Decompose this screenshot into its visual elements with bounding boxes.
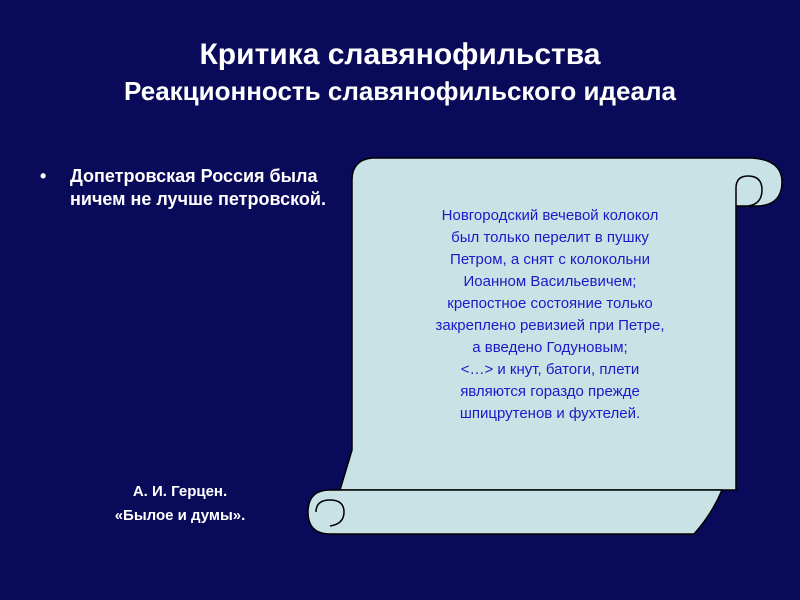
page-title: Критика славянофильства xyxy=(199,38,601,71)
quote-line: закреплено ревизией при Петре, xyxy=(435,317,665,334)
quote-line: а введено Годуновым; xyxy=(472,339,628,356)
scroll-top-curl xyxy=(736,176,762,206)
quote-line: Иоанном Васильевичем; xyxy=(463,273,637,290)
page-subtitle: Реакционность славянофильского идеала xyxy=(124,76,676,106)
bullet-icon: • xyxy=(40,166,47,186)
quote-line: Петром, а снят с колокольни xyxy=(450,251,650,268)
attribution-author: А. И. Герцен. xyxy=(132,483,228,500)
attribution-work: «Былое и думы». xyxy=(114,507,246,524)
quote-text xyxy=(380,205,720,425)
attribution xyxy=(70,480,290,528)
quote-line: <…> и кнут, батоги, плети xyxy=(460,361,640,378)
quote-line: шпицрутенов и фухтелей. xyxy=(459,405,641,422)
quote-line: являются гораздо прежде xyxy=(460,383,640,400)
bullet-text: Допетровская Россия была ничем не лучше петровской. xyxy=(70,166,326,209)
quote-line: Новгородский вечевой колокол xyxy=(441,207,659,224)
quote-line: был только перелит в пушку xyxy=(451,229,649,246)
scroll-bottom-roll xyxy=(308,490,722,534)
quote-line: крепостное состояние только xyxy=(447,295,653,312)
